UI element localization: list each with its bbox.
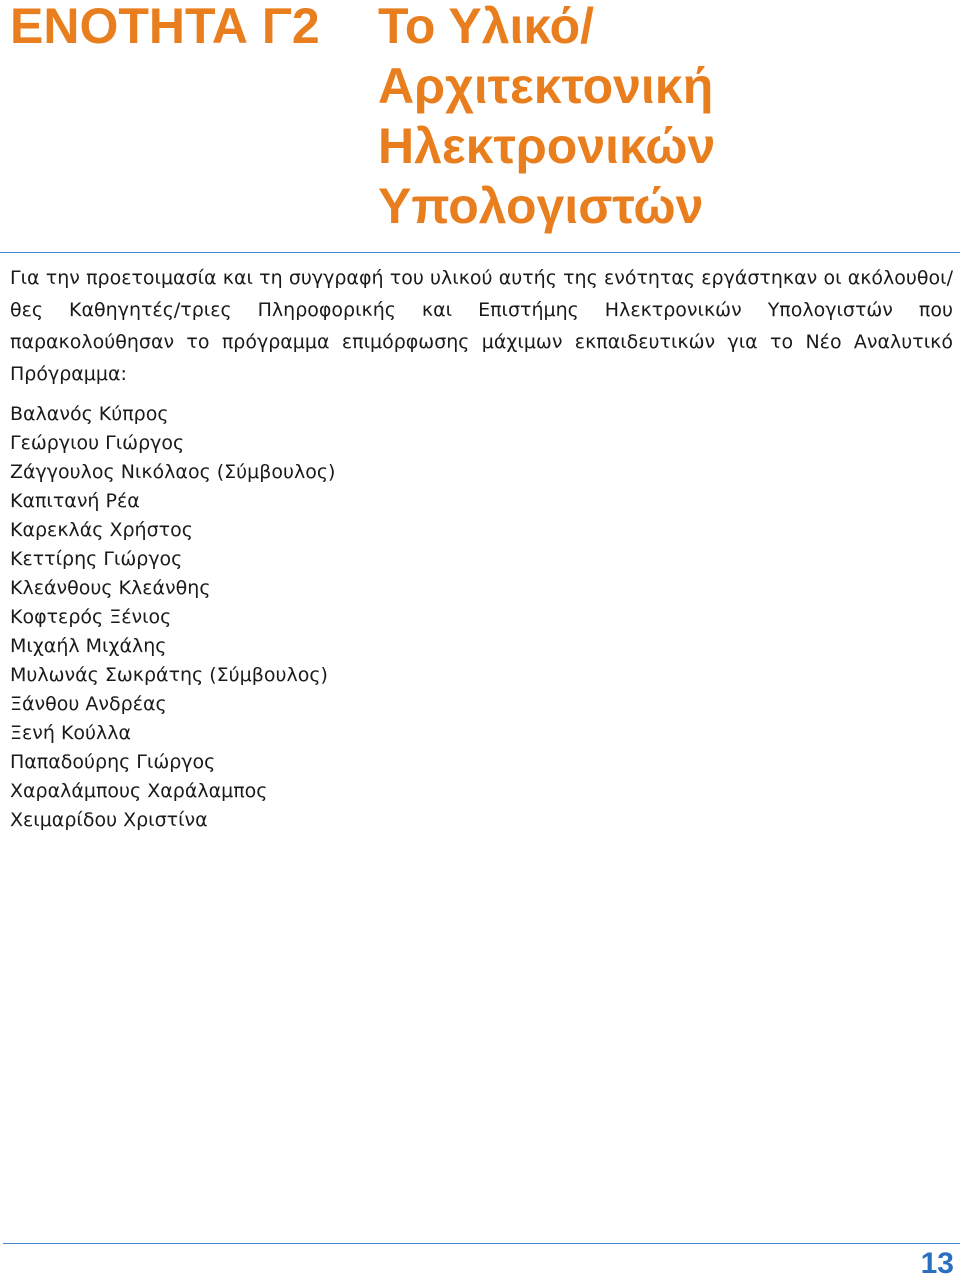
contributor-name: Καπιτανή Ρέα xyxy=(10,490,140,512)
contributor-name: Παπαδούρης Γιώργος xyxy=(10,751,216,773)
section-title-line: Υπολογιστών xyxy=(378,178,704,234)
intro-paragraph: Για την προετοιμασία και τη συγγραφή του υλικού αυτής της ενότητας εργάστηκαν οι ακόλουθοι/θες Καθηγητές/τριες Πληροφορικής και Επιστήμης Ηλεκτρονικών Υπολογιστών που παρακολούθησαν το πρόγραμμα επιμόρφωσης μάχιμων εκπαιδευτικών για το Νέο Αναλυτικό Πρόγραμμα: xyxy=(10,267,953,385)
section-title-line: Το Υλικό/ xyxy=(378,0,595,54)
contributor-name: Κοφτερός Ξένιος xyxy=(10,606,172,628)
section-title xyxy=(378,0,715,236)
section-title-line: Ηλεκτρονικών xyxy=(378,118,716,174)
contributor-name: Γεώργιου Γιώργος xyxy=(10,432,185,454)
contributor-name: Κλεάνθους Κλεάνθης xyxy=(10,577,211,599)
contributor-name: Ζάγγουλος Νικόλαος (Σύμβουλος) xyxy=(10,461,336,483)
contributors-list xyxy=(10,400,335,835)
footer-divider xyxy=(3,1243,960,1244)
contributor-name: Μιχαήλ Μιχάλης xyxy=(10,635,167,657)
contributor-name: Μυλωνάς Σωκράτης (Σύμβουλος) xyxy=(10,664,328,686)
section-label: ΕΝΟΤΗΤΑ Γ2 xyxy=(10,0,320,54)
contributor-name: Καρεκλάς Χρήστος xyxy=(10,519,193,541)
contributor-name: Ξενή Κούλλα xyxy=(10,722,132,744)
page-header xyxy=(0,0,960,240)
page-number: 13 xyxy=(920,1247,954,1280)
header-divider xyxy=(0,252,960,253)
contributor-name: Χειμαρίδου Χριστίνα xyxy=(10,809,208,831)
contributor-name: Χαραλάμπους Χαράλαμπος xyxy=(10,780,268,802)
contributor-name: Κεττίρης Γιώργος xyxy=(10,548,183,570)
contributor-name: Ξάνθου Ανδρέας xyxy=(10,693,167,715)
section-title-line: Αρχιτεκτονική xyxy=(378,58,714,114)
contributor-name: Βαλανός Κύπρος xyxy=(10,403,169,425)
